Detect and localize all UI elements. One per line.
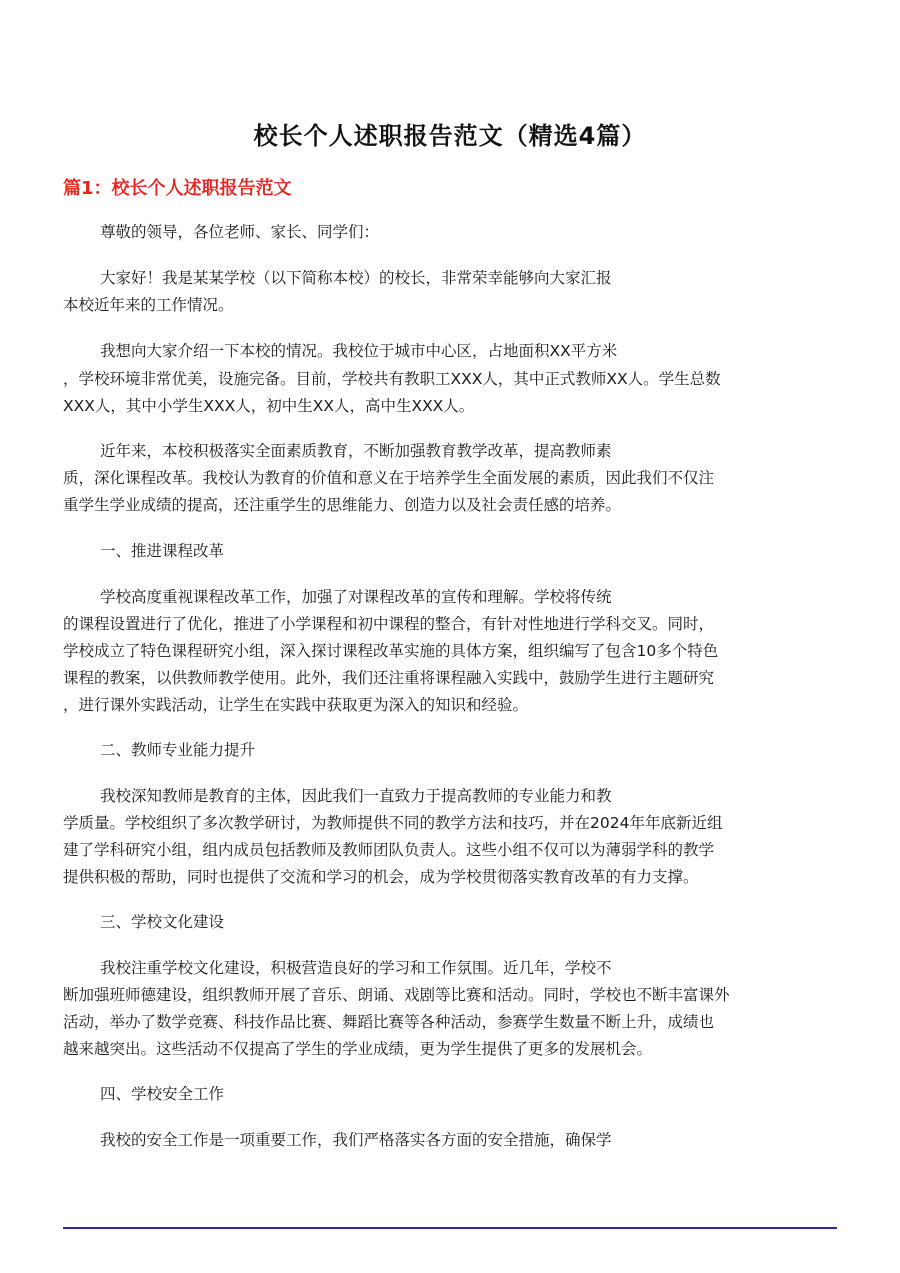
paragraph-line: 课程的教案，以供教师教学使用。此外，我们还注重将课程融入实践中，鼓励学生进行主题研究 <box>63 669 715 687</box>
salutation-line: 尊敬的领导，各位老师、家长、同学们： <box>100 223 380 241</box>
paragraph-line: 越来越突出。这些活动不仅提高了学生的学业成绩，更为学生提供了更多的发展机会。 <box>63 1040 653 1058</box>
paragraph-line: 质，深化课程改革。我校认为教育的价值和意义在于培养学生全面发展的素质，因此我们不仅注 <box>63 469 715 487</box>
paragraph-line: 我校的安全工作是一项重要工作，我们严格落实各方面的安全措施，确保学 <box>100 1131 612 1149</box>
paragraph-line: ，学校环境非常优美，设施完备。目前，学校共有教职工XXX人，其中正式教师XX人。学生总数 <box>63 370 721 388</box>
subsection-heading: 二、教师专业能力提升 <box>100 741 256 759</box>
paragraph-line: 学质量。学校组织了多次教学研讨，为教师提供不同的教学方法和技巧，并在2024年年底新近组 <box>63 814 723 832</box>
subsection-heading: 四、学校安全工作 <box>100 1085 225 1103</box>
paragraph-line: 近年来，本校积极落实全面素质教育，不断加强教育教学改革，提高教师素 <box>100 442 612 460</box>
subsection-heading: 一、推进课程改革 <box>100 542 225 560</box>
paragraph-line: 本校近年来的工作情况。 <box>63 296 234 314</box>
paragraph-line: 学校高度重视课程改革工作，加强了对课程改革的宣传和理解。学校将传统 <box>100 588 612 606</box>
section-title: 篇1：校长个人述职报告范文 <box>63 178 292 199</box>
paragraph-line: 建了学科研究小组，组内成员包括教师及教师团队负责人。这些小组不仅可以为薄弱学科的教学 <box>63 841 715 859</box>
paragraph-line: 我校注重学校文化建设，积极营造良好的学习和工作氛围。近几年，学校不 <box>100 959 612 977</box>
subsection-heading: 三、学校文化建设 <box>100 913 225 931</box>
paragraph-line: 提供积极的帮助，同时也提供了交流和学习的机会，成为学校贯彻落实教育改革的有力支撑。 <box>63 868 699 886</box>
paragraph-line: ，进行课外实践活动，让学生在实践中获取更为深入的知识和经验。 <box>63 696 529 714</box>
paragraph-line: 活动，举办了数学竞赛、科技作品比赛、舞蹈比赛等各种活动，参赛学生数量不断上升，成绩也 <box>63 1013 715 1031</box>
paragraph-line: 重学生学业成绩的提高，还注重学生的思维能力、创造力以及社会责任感的培养。 <box>63 496 622 514</box>
paragraph-line: 我校深知教师是教育的主体，因此我们一直致力于提高教师的专业能力和教 <box>100 787 612 805</box>
footer-rule <box>63 1227 837 1229</box>
document-title: 校长个人述职报告范文（精选4篇） <box>253 122 647 150</box>
paragraph-line: XXX人，其中小学生XXX人，初中生XX人，高中生XXX人。 <box>63 397 475 415</box>
paragraph-line: 的课程设置进行了优化，推进了小学课程和初中课程的整合，有针对性地进行学科交叉。同时， <box>63 615 715 633</box>
paragraph-line: 我想向大家介绍一下本校的情况。我校位于城市中心区，占地面积XX平方米 <box>100 342 618 360</box>
paragraph-line: 断加强班师德建设，组织教师开展了音乐、朗诵、戏剧等比赛和活动。同时，学校也不断丰富课外 <box>63 986 730 1004</box>
paragraph-line: 学校成立了特色课程研究小组，深入探讨课程改革实施的具体方案，组织编写了包含10多个特色 <box>63 642 719 660</box>
paragraph-line: 大家好！我是某某学校（以下简称本校）的校长，非常荣幸能够向大家汇报 <box>100 269 612 287</box>
